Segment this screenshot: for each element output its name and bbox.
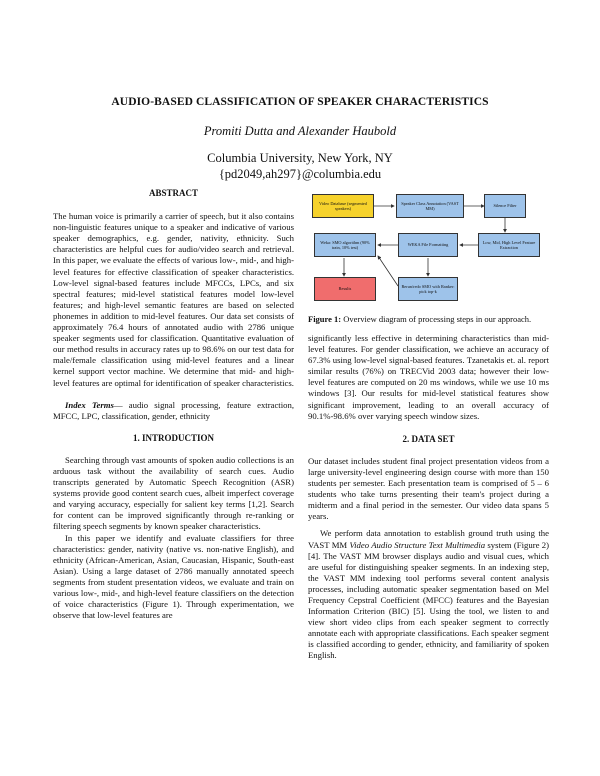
index-terms-label: Index Terms xyxy=(65,399,114,410)
index-terms xyxy=(53,400,294,422)
intro-paragraph-2: In this paper we identify and evaluate classifiers for three characteristics: gender, nativity (native vs. non-native English), and ethnicity (African-American, Asian, Caucasian, Hispanic, South-east Asian). Using a large dataset of 2786 manually annotated speech segments from student presentation videos, we evaluate and train on various low-, mid-, and high-level feature classifiers on the detection of voice characteristics (Figure 1). Through experimentation, we observe that low-level features are xyxy=(53,532,294,621)
index-terms-text: — audio signal processing, feature extraction, MFCC, LPC, classification, gender, ethnicity xyxy=(53,399,294,421)
arrow-rerun-to-smo xyxy=(378,256,398,286)
box-results: Results xyxy=(314,277,376,301)
box-rerun-smo: Rerun/redo SMO with Ranker: pick top-k xyxy=(398,277,458,301)
intro-paragraph-1: Searching through vast amounts of spoken audio collections is an arduous task without the availability of search cues. Audio transcripts generated by Automatic Speech Recognition (ASR) systems provide good content search cues, albeit imperfect coverage and varying accuracy, especially for salient key terms [1,2]. Search for content can be improved significantly through re-ranking or filtering speech segments by known speaker characteristics. xyxy=(53,454,294,532)
dataset-p2-start: We perform data annotation to establish ground truth using the VAST MM xyxy=(308,528,549,550)
figure-1-diagram xyxy=(308,188,550,310)
box-weka-formatting: WEKA File Formatting xyxy=(398,233,458,257)
box-smo-algorithm: Weka: SMO algorithm (90% train, 10% test) xyxy=(314,233,376,257)
paper-title: AUDIO-BASED CLASSIFICATION OF SPEAKER CHARACTERISTICS xyxy=(111,96,489,108)
box-speaker-annotation: Speaker Class Annotation (VAST MM) xyxy=(396,194,464,218)
dataset-paragraph-2 xyxy=(308,528,549,661)
figure-1-caption xyxy=(308,314,550,325)
institution: Columbia University, New York, NY xyxy=(207,151,393,165)
intro-heading: 1. INTRODUCTION xyxy=(132,432,214,443)
box-silence-filter: Silence Filter xyxy=(484,194,526,218)
affiliation xyxy=(0,150,600,182)
dataset-p2-end: system (Figure 2) [4]. The VAST MM browser displays audio and visual cues, which are useful for distinguishing speaker segments. In an indexing step, the VAST MM indexing tool performs several content analysis processes, including automatic speaker segmentation based on Mel Frequency Cepstral Coefficient (MFCC) features and the Bayesian Information Criterion (BIC) [5]. Using the tool, we listen to and view short video clips from each speaker segment to correctly annotate each with appropriate classifications. Each speaker segment is classified according to gender, ethnicity, and familiarity of spoken English. xyxy=(308,539,549,661)
intro-continued: significantly less effective in determining characteristics than mid-level features. For gender classification, we achieve an accuracy of 67.3% using low-level signal-based features. Tzanetakis et. al. report similar results (76%) on TRECVid 2003 data; however their low-level features are computed on 20 ms windows, while we use 10 ms windows [3]. Our results for mid-level statistical features show significant improvement, leading to an overall accuracy of 90.1%-98.6% over varying speech window sizes. xyxy=(308,333,549,421)
right-column xyxy=(308,333,549,662)
dataset-heading: 2. DATA SET xyxy=(402,433,455,444)
left-column xyxy=(53,188,294,621)
abstract-heading: ABSTRACT xyxy=(148,188,198,198)
authors: Promiti Dutta and Alexander Haubold xyxy=(203,124,397,138)
emails: {pd2049,ah297}@columbia.edu xyxy=(218,167,382,181)
box-video-database: Video Database (segmented speakers) xyxy=(312,194,374,218)
abstract-text: The human voice is primarily a carrier of speech, but it also contains non-linguistic features unique to a speaker and indicative of various speaker demographics, e.g. gender, nativity, ethnicity. Such characteristics are helpful cues for audio/video search and retrieval. In this paper, we evaluate the effects of various low-, mid-, and high-level features for effective classification of speaker characteristics. Low-level signal-based features include MFCCs, LPCs, and six spectral features; mid-level statistical features model low-level features; and high-level semantic features are based on selected phonemes in addition to mid-level features. Our data set consists of approximately 76.4 hours of annotated audio with 2786 unique speaker segments used for classification. Quantitative evaluation of our method results in accuracy rates up to 98.6% on our test data for male/female classification using mid-level features and a linear kernel support vector machine. We determine that mid- and high-level features are optimal for identification of speaker characteristics. xyxy=(53,211,294,388)
caption-label: Figure 1: xyxy=(308,314,342,324)
box-feature-extraction: Low, Mid, High Level Feature Extraction xyxy=(478,233,540,257)
dataset-p2-italic: Video Audio Structure Text Multimedia xyxy=(349,539,486,550)
dataset-paragraph-1: Our dataset includes student final project presentation videos from a large university-level engineering design course with more than 150 students per semester. Each presentation team is comprised of 5 – 6 students who take turns presenting their team's project during a midterm and a final period in the semester. Our video data spans 5 years. xyxy=(308,455,549,522)
caption-text: Overview diagram of processing steps in our approach. xyxy=(343,314,532,324)
